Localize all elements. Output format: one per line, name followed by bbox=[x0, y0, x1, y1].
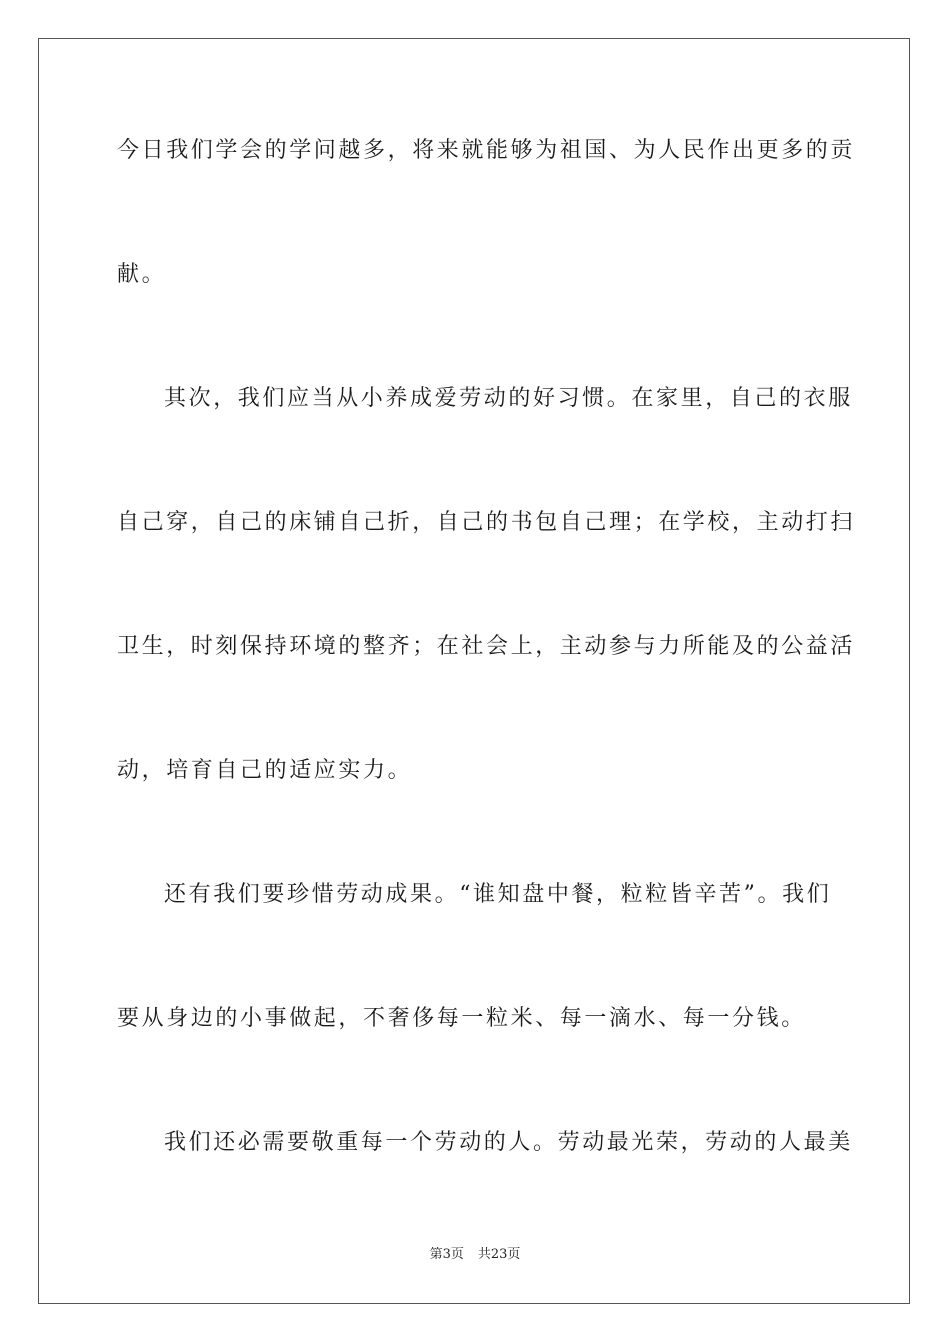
paragraph-start-line: 我们还必需要敬重每一个劳动的人。劳动最光荣，劳动的人最美 bbox=[164, 1130, 853, 1155]
text-line: 今日我们学会的学问越多，将来就能够为祖国、为人民作出更多的贡 bbox=[117, 138, 856, 163]
text-line: 卫生，时刻保持环境的整齐；在社会上，主动参与力所能及的公益活 bbox=[117, 634, 856, 659]
page-footer bbox=[0, 1246, 950, 1264]
text-line: 动，培育自己的适应实力。 bbox=[117, 758, 413, 783]
page-number: 第3页 bbox=[429, 1247, 464, 1262]
page-border bbox=[38, 38, 910, 1304]
text-line: 自己穿，自己的床铺自己折，自己的书包自己理；在学校，主动打扫 bbox=[117, 510, 856, 535]
paragraph-start-line: 其次，我们应当从小养成爱劳动的好习惯。在家里，自己的衣服 bbox=[164, 386, 853, 411]
text-line: 献。 bbox=[117, 262, 167, 287]
text-line: 要从身边的小事做起，不奢侈每一粒米、每一滴水、每一分钱。 bbox=[117, 1006, 806, 1031]
paragraph-start-line: 还有我们要珍惜劳动成果。“谁知盘中餐，粒粒皆辛苦”。我们 bbox=[164, 882, 832, 907]
page-total: 共23页 bbox=[477, 1247, 521, 1262]
